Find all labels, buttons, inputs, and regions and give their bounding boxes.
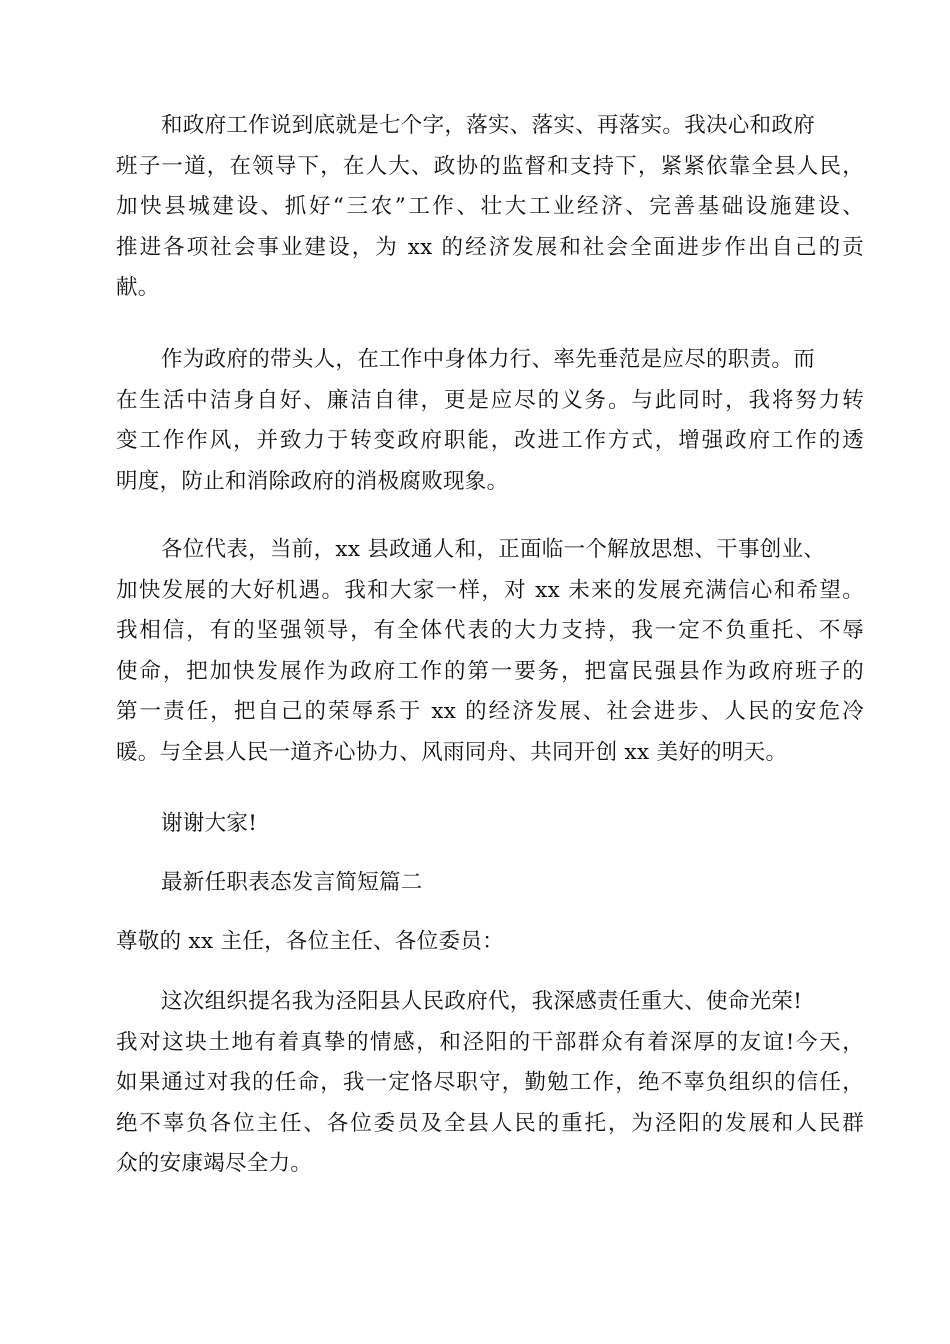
text-line: 如果通过对我的任命，我一定恪尽职守，勤勉工作，绝不辜负组织的信任，: [116, 1070, 864, 1096]
text-line: 使命，把加快发展作为政府工作的第一要务，把富民强县作为政府班子的: [116, 658, 864, 684]
text-line: 加快县城建设、抓好“三农”工作、壮大工业经济、完善基础设施建设、: [116, 194, 864, 220]
text-line: 加快发展的大好机遇。我和大家一样，对 xx 未来的发展充满信心和希望。: [116, 577, 864, 603]
text-line: 献。: [116, 275, 160, 301]
paragraph-4: [116, 982, 864, 1185]
text-line: 和政府工作说到底就是七个字，落实、落实、再落实。我决心和政府: [161, 113, 816, 138]
text-line: 推进各项社会事业建设，为 xx 的经济发展和社会全面进步作出自己的贡: [116, 234, 864, 260]
text-line: 谢谢大家!: [161, 811, 258, 836]
text-line: 暖。与全县人民一道齐心协力、风雨同舟、共同开创 xx 美好的明天。: [116, 739, 788, 765]
paragraph-1: [116, 106, 864, 309]
text-line: 我相信，有的坚强领导，有全体代表的大力支持，我一定不负重托、不辱: [116, 618, 864, 644]
text-line: 班子一道，在领导下，在人大、政协的监督和支持下，紧紧依靠全县人民，: [116, 153, 864, 179]
text-line: 变工作作风，并致力于转变政府职能，改进工作方式，增强政府工作的透: [116, 428, 864, 454]
text-line: 各位代表，当前，xx 县政通人和，正面临一个解放思想、干事创业、: [161, 537, 826, 562]
text-line: 这次组织提名我为泾阳县人民政府代，我深感责任重大、使命光荣!: [161, 989, 803, 1014]
text-line: 众的安康竭尽全力。: [116, 1151, 313, 1177]
text-line: 绝不辜负各位主任、各位委员及全县人民的重托，为泾阳的发展和人民群: [116, 1110, 864, 1136]
paragraph-3: [116, 530, 864, 774]
salutation: [116, 922, 864, 963]
text-line: 第一责任，把自己的荣辱系于 xx 的经济发展、社会进步、人民的安危冷: [116, 699, 864, 725]
text-line: 最新任职表态发言简短篇二: [161, 870, 423, 895]
text-line: 我对这块土地有着真挚的情感，和泾阳的干部群众有着深厚的友谊!今天，: [116, 1029, 864, 1055]
paragraph-2: [116, 340, 864, 502]
text-line: 尊敬的 xx 主任，各位主任、各位委员：: [116, 929, 504, 954]
text-line: 作为政府的带头人，在工作中身体力行、率先垂范是应尽的职责。而: [161, 347, 816, 372]
closing-thanks: [116, 804, 864, 845]
section-heading: [116, 863, 864, 904]
text-line: 在生活中洁身自好、廉洁自律，更是应尽的义务。与此同时，我将努力转: [116, 387, 864, 413]
text-line: 明度，防止和消除政府的消极腐败现象。: [116, 468, 509, 494]
